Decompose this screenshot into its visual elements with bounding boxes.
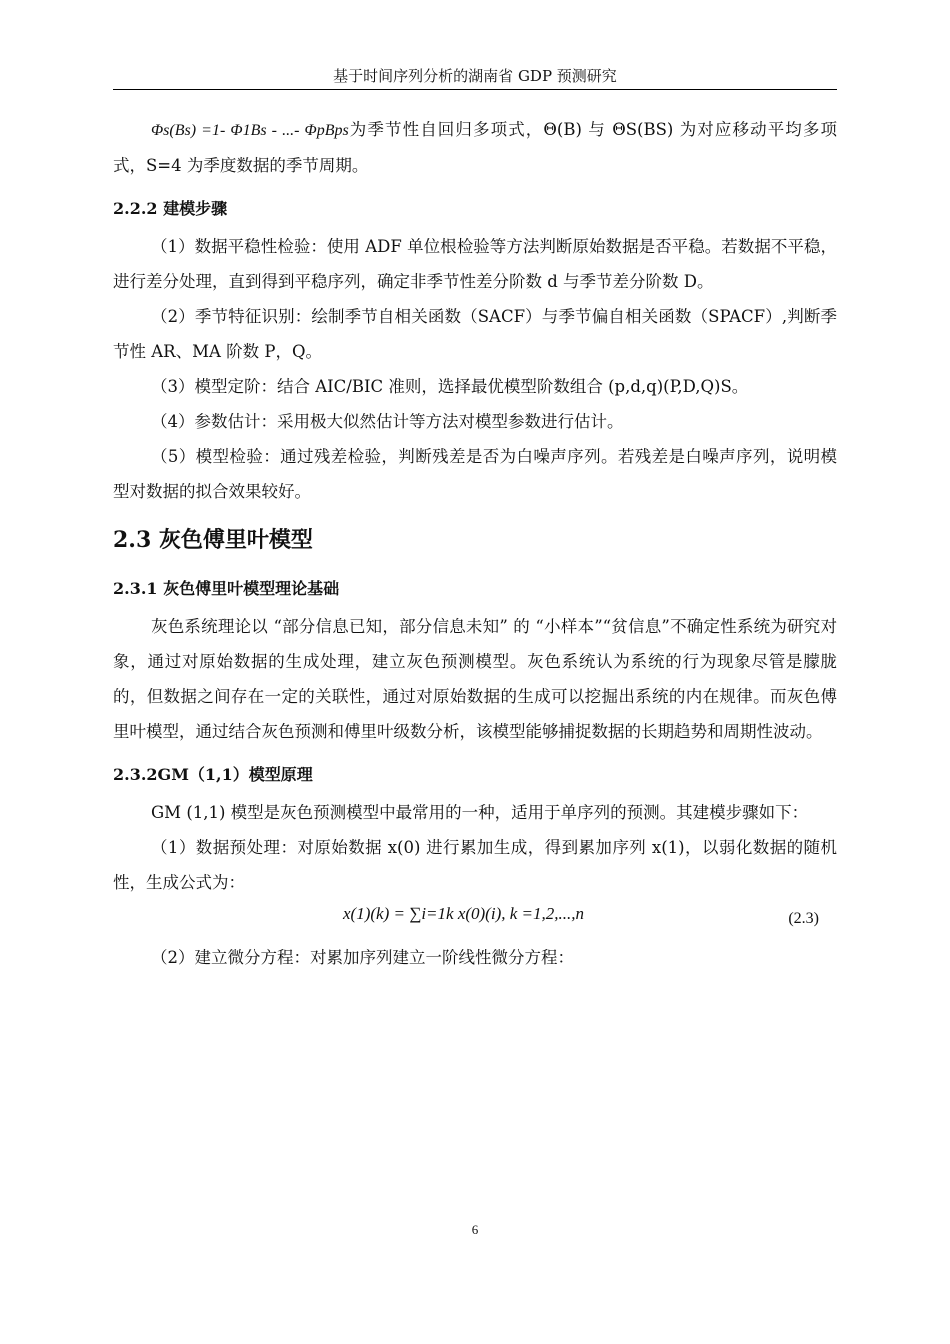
equation-2-3-row [113, 900, 837, 940]
grey-theory-paragraph: 灰色系统理论以 “部分信息已知，部分信息未知” 的 “小样本”“贫信息”不确定性系统为研究对象，通过对原始数据的生成处理，建立灰色预测模型。灰色系统认为系统的行为现象尽管是朦胧的，但数据之间存在一定的关联性，通过对原始数据的生成可以挖掘出系统的内在规律。而灰色傅里叶模型，通过结合灰色预测和傅里叶级数分析，该模型能够捕捉数据的长期趋势和周期性波动。 [113, 617, 837, 741]
heading-2-2-2: 2.2.2 建模步骤 [113, 199, 228, 218]
gm11-intro-paragraph: GM (1,1) 模型是灰色预测模型中最常用的一种，适用于单序列的预测。其建模步骤如下： [151, 803, 809, 822]
seasonal-ar-polynomial: Φs(Bs) =1- Φ1Bs - ...- ΦpBps [151, 122, 349, 139]
intro-paragraph [113, 112, 837, 183]
heading-2-3-1: 2.3.1 灰色傅里叶模型理论基础 [113, 579, 340, 598]
heading-2-3-2: 2.3.2GM（1,1）模型原理 [113, 765, 313, 784]
page-number: 6 [471, 1222, 479, 1237]
step-2-paragraph: （2）季节特征识别：绘制季节自相关函数（SACF）与季节偏自相关函数（SPACF）,判断季节性 AR、MA 阶数 P，Q。 [113, 307, 837, 361]
page-body [113, 112, 837, 975]
gm11-step-2-paragraph: （2）建立微分方程：对累加序列建立一阶线性微分方程： [151, 948, 574, 967]
intro-text: 为季节性自回归多项式，Θ(B) 与 ΘS(BS) 为对应移动平均多项式，S=4 为季度数据的季节周期。 [113, 120, 837, 175]
step-1-paragraph: （1）数据平稳性检验：使用 ADF 单位根检验等方法判断原始数据是否平稳。若数据不平稳，进行差分处理，直到得到平稳序列，确定非季节性差分阶数 d 与季节差分阶数 D。 [113, 237, 837, 291]
equation-number: (2.3) [788, 910, 819, 927]
running-header: 基于时间序列分析的湖南省 GDP 预测研究 [113, 66, 837, 90]
accumulation-equation: x(1)(k) = ∑i=1k x(0)(i), k =1,2,...,n [343, 904, 584, 923]
step-5-paragraph: （5）模型检验：通过残差检验，判断残差是否为白噪声序列。若残差是白噪声序列，说明模型对数据的拟合效果较好。 [113, 447, 837, 501]
step-3-paragraph: （3）模型定阶：结合 AIC/BIC 准则，选择最优模型阶数组合 (p,d,q)(P,D,Q)S。 [151, 377, 749, 396]
step-4-paragraph: （4）参数估计：采用极大似然估计等方法对模型参数进行估计。 [151, 412, 624, 431]
heading-2-3: 2.3 灰色傅里叶模型 [113, 527, 313, 553]
gm11-step-1-paragraph: （1）数据预处理：对原始数据 x(0) 进行累加生成，得到累加序列 x(1)，以弱化数据的随机性，生成公式为： [113, 838, 837, 892]
